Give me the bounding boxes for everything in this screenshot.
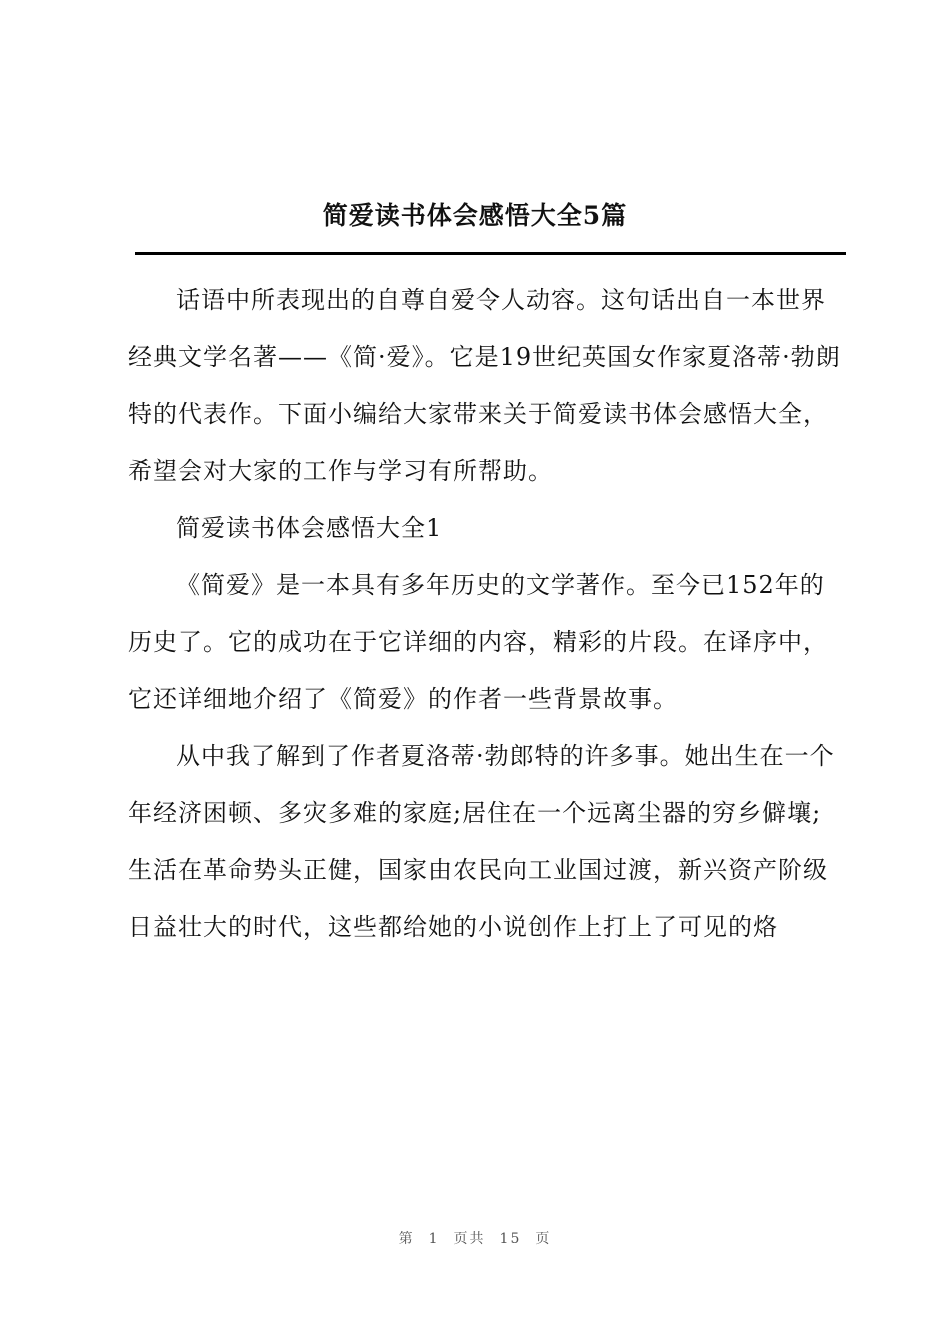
body-paragraph: 《简爱》是一本具有多年历史的文学著作。至今已152年的历史了。它的成功在于它详细的内容，精彩的片段。在译序中，它还详细地介绍了《简爱》的作者一些背景故事。	[128, 571, 828, 713]
title-divider	[135, 252, 846, 255]
footer-suffix: 页	[535, 1231, 552, 1247]
footer-current-page: 1	[428, 1231, 440, 1247]
document-body	[128, 272, 842, 956]
page-footer	[0, 1228, 950, 1248]
footer-mid: 页共	[453, 1231, 486, 1247]
document-title: 简爱读书体会感悟大全5篇	[322, 201, 628, 230]
footer-total-pages: 15	[499, 1231, 522, 1247]
intro-paragraph: 话语中所表现出的自尊自爱令人动容。这句话出自一本世界经典文学名著——《简·爱》。它是19世纪英国女作家夏洛蒂·勃朗特的代表作。下面小编给大家带来关于简爱读书体会感悟大全，希望会对大家的工作与学习有所帮助。	[128, 286, 841, 485]
footer-prefix: 第	[398, 1231, 415, 1247]
section-heading: 简爱读书体会感悟大全1	[176, 514, 443, 542]
body-paragraph: 从中我了解到了作者夏洛蒂·勃郎特的许多事。她出生在一个年经济困顿、多灾多难的家庭;居住在一个远离尘器的穷乡僻壤;生活在革命势头正健，国家由农民向工业国过渡，新兴资产阶级日益壮大的时代，这些都给她的小说创作上打上了可见的烙	[128, 742, 835, 941]
